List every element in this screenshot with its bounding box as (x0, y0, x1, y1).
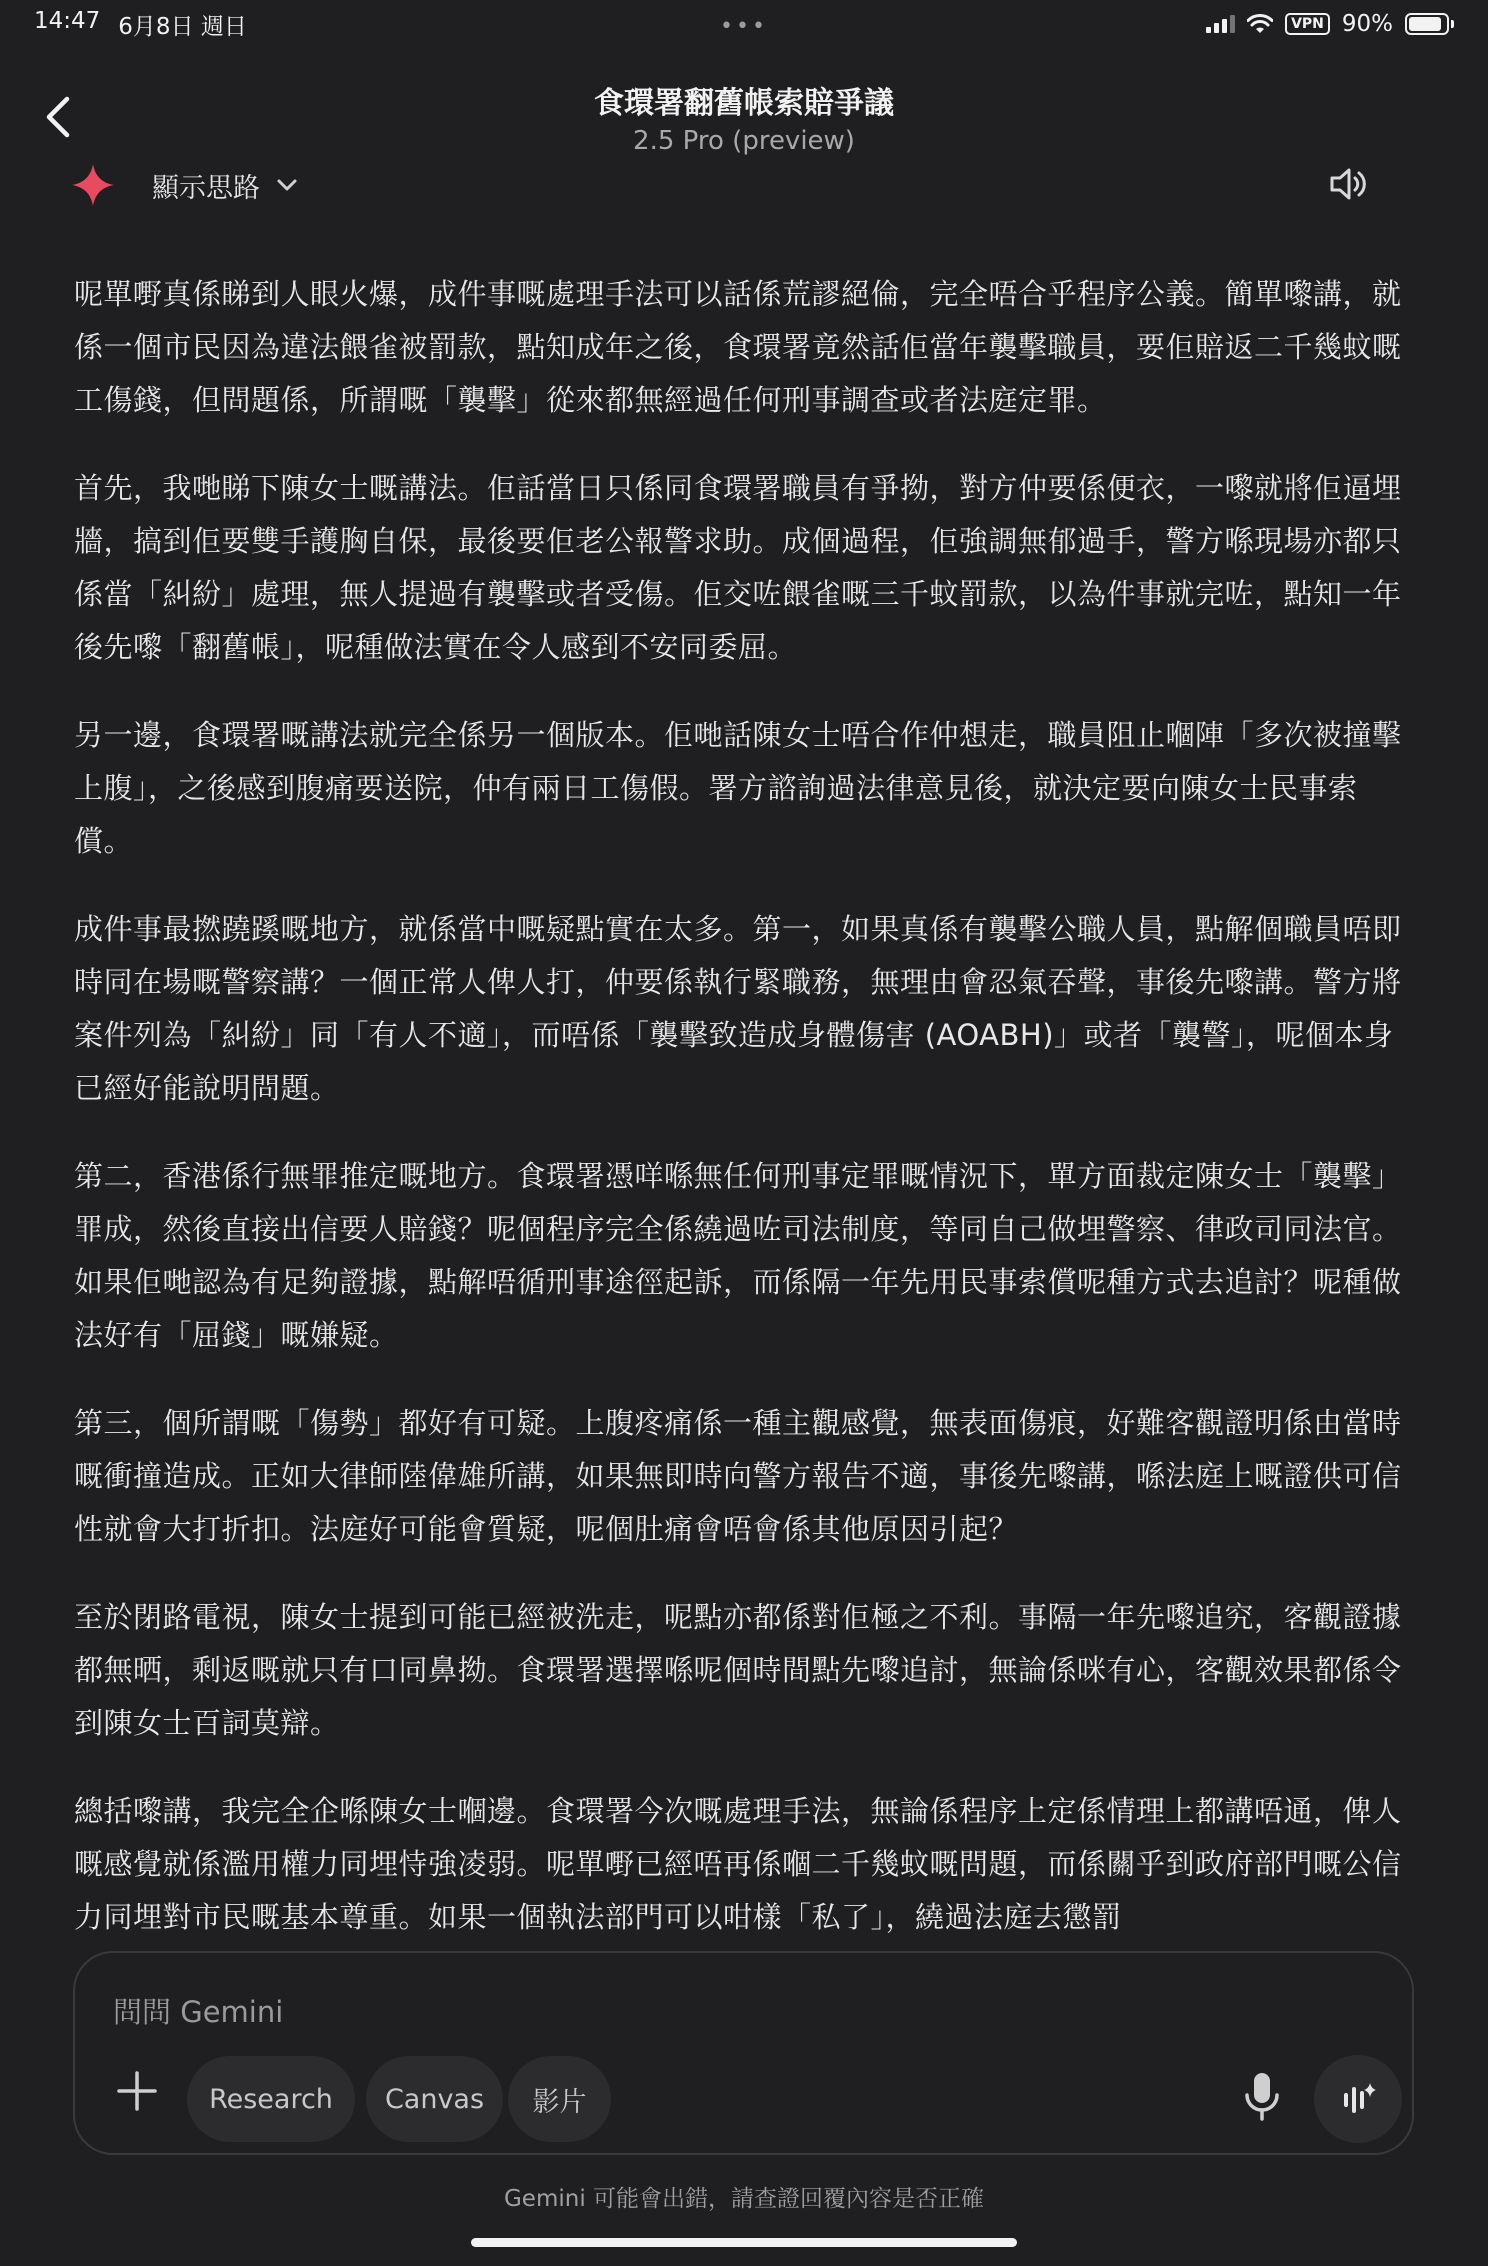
chat-title[interactable]: 食環署翻舊帳索賠爭議 (594, 86, 894, 121)
battery-icon (1405, 13, 1454, 35)
home-indicator[interactable] (471, 2238, 1017, 2247)
battery-percent: 90% (1341, 11, 1393, 37)
response-paragraph: 呢單嘢真係睇到人眼火爆，成件事嘅處理手法可以話係荒謬絕倫，完全唔合乎程序公義。簡單嚟講，就係一個市民因為違法餵雀被罰款，點知成年之後，食環署竟然話佢當年襲擊職員，要佢賠返二千幾蚊嘅工傷錢，但問題係，所謂嘅「襲擊」從來都無經過任何刑事調查或者法庭定罪。 (74, 277, 1402, 417)
gemini-spark-icon (70, 162, 116, 208)
read-aloud-button[interactable] (1326, 162, 1370, 206)
status-right (1206, 11, 1454, 37)
speaker-icon (1326, 162, 1370, 206)
microphone-button[interactable] (1239, 2069, 1285, 2125)
show-thinking-label: 顯示思路 (152, 172, 260, 204)
plus-icon (111, 2065, 163, 2117)
response-paragraph: 至於閉路電視，陳女士提到可能已經被洗走，呢點亦都係對佢極之不利。事隔一年先嚟追究，客觀證據都無晒，剩返嘅就只有口同鼻拗。食環署選擇喺呢個時間點先嚟追討，無論係咪有心，客觀效果都係令到陳女士百詞莫辯。 (74, 1600, 1402, 1740)
battery-level (1409, 17, 1441, 31)
vpn-badge: VPN (1285, 13, 1330, 35)
model-name[interactable]: 2.5 Pro (preview) (633, 126, 855, 156)
response-body (74, 268, 1414, 1942)
add-attachment-button[interactable] (111, 2065, 163, 2117)
disclaimer-text: Gemini 可能會出錯，請查證回覆內容是否正確 (503, 2186, 985, 2212)
status-left (34, 8, 247, 41)
canvas-chip[interactable]: Canvas (366, 2056, 503, 2142)
microphone-icon (1239, 2069, 1285, 2125)
research-chip[interactable]: Research (187, 2056, 355, 2142)
response-paragraph: 總括嚟講，我完全企喺陳女士嗰邊。食環署今次嘅處理手法，無論係程序上定係情理上都講唔通，俾人嘅感覺就係濫用權力同埋恃強凌弱。呢單嘢已經唔再係嗰二千幾蚊嘅問題，而係關乎到政府部門嘅公信力同埋對市民嘅基本尊重。如果一個執法部門可以咁樣「私了」，繞過法庭去懲罰 (74, 1794, 1402, 1934)
prompt-input[interactable] (113, 1977, 1213, 2047)
wifi-icon (1247, 14, 1273, 34)
response-paragraph: 第三，個所謂嘅「傷勢」都好有可疑。上腹疼痛係一種主觀感覺，無表面傷痕，好難客觀證明係由當時嘅衝撞造成。正如大律師陸偉雄所講，如果無即時向警方報告不適，事後先嚟講，喺法庭上嘅證供可信性就會大打折扣。法庭好可能會質疑，呢個肚痛會唔會係其他原因引起？ (74, 1406, 1402, 1546)
video-chip[interactable]: 影片 (508, 2056, 611, 2142)
response-paragraph: 另一邊，食環署嘅講法就完全係另一個版本。佢哋話陳女士唔合作仲想走，職員阻止嗰陣「多次被撞擊上腹」，之後感到腹痛要送院，仲有兩日工傷假。署方諮詢過法律意見後，就決定要向陳女士民事索償。 (74, 718, 1402, 858)
response-paragraph: 成件事最撚蹺蹊嘅地方，就係當中嘅疑點實在太多。第一，如果真係有襲擊公職人員，點解個職員唔即時同在場嘅警察講？一個正常人俾人打，仲要係執行緊職務，無理由會忍氣吞聲，事後先嚟講。警方將案件列為「糾紛」同「有人不適」，而唔係「襲擊致造成身體傷害 (AOABH)」或者「襲警」，呢個本身已經好能說明問題。 (74, 912, 1402, 1105)
chevron-down-icon (276, 174, 298, 196)
gemini-live-button[interactable] (1314, 2055, 1402, 2143)
multitask-dots-icon[interactable]: ••• (720, 14, 768, 39)
live-waveform-icon (1336, 2077, 1380, 2121)
status-date: 6月8日 週日 (118, 13, 247, 40)
prompt-composer (73, 1951, 1414, 2155)
show-thinking-toggle[interactable] (70, 160, 298, 210)
chat-header (0, 70, 1488, 170)
response-paragraph: 第二，香港係行無罪推定嘅地方。食環署憑咩喺無任何刑事定罪嘅情況下，單方面裁定陳女士「襲擊」罪成，然後直接出信要人賠錢？呢個程序完全係繞過咗司法制度，等同自己做埋警察、律政司同法官。如果佢哋認為有足夠證據，點解唔循刑事途徑起訴，而係隔一年先用民事索償呢種方式去追討？呢種做法好有「屈錢」嘅嫌疑。 (74, 1159, 1402, 1352)
cellular-signal-icon (1206, 15, 1235, 33)
status-time: 14:47 (34, 7, 101, 34)
response-paragraph: 首先，我哋睇下陳女士嘅講法。佢話當日只係同食環署職員有爭拗，對方仲要係便衣，一嚟就將佢逼埋牆，搞到佢要雙手護胸自保，最後要佢老公報警求助。成個過程，佢強調無郁過手，警方喺現場亦都只係當「糾紛」處理，無人提過有襲擊或者受傷。佢交咗餵雀嘅三千蚊罰款，以為件事就完咗，點知一年後先嚟「翻舊帳」，呢種做法實在令人感到不安同委屈。 (74, 471, 1402, 664)
